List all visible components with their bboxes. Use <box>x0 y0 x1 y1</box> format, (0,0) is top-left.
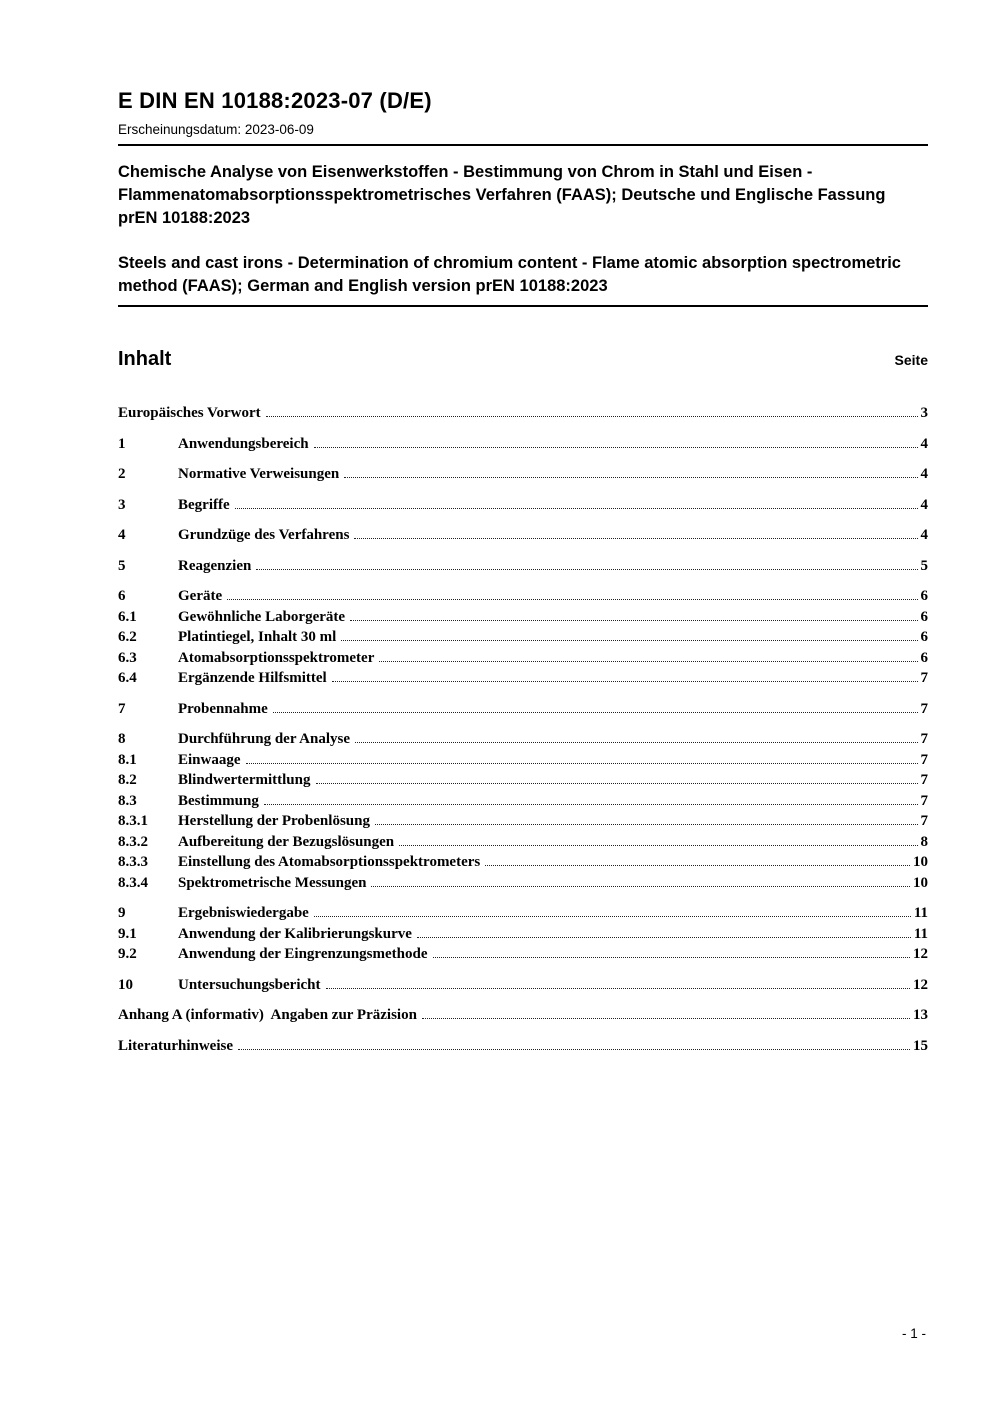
toc-entry-number: 8.3.4 <box>118 874 148 891</box>
toc-entry-label: Anwendung der Eingrenzungsmethode <box>178 946 428 962</box>
toc-row <box>118 903 928 924</box>
toc-entry-label: Spektrometrische Messungen <box>178 874 367 891</box>
toc-leader-dots <box>273 712 918 713</box>
toc-entry-label: Ergebniswiedergabe <box>178 905 309 921</box>
toc-entry-number: 8.3 <box>118 792 137 809</box>
toc-entry-number: 10 <box>118 976 133 993</box>
toc-entry-page: 12 <box>913 946 928 962</box>
toc-entry-number: 9.1 <box>118 925 137 942</box>
toc-leader-dots <box>326 988 910 989</box>
publication-date: Erscheinungsdatum: 2023-06-09 <box>118 122 314 137</box>
toc-leader-dots <box>417 937 911 938</box>
toc-leader-dots <box>264 804 918 805</box>
toc-entry-label: Durchführung der Analyse <box>178 731 350 747</box>
toc-entry-label: Geräte <box>178 588 223 604</box>
toc-row <box>118 648 928 669</box>
toc-row <box>118 464 928 485</box>
toc-entry-page: 11 <box>913 925 928 942</box>
toc-entry-label: Probennahme <box>178 700 268 717</box>
toc-page-column-label: Seite <box>894 352 928 368</box>
toc-entry-page: 12 <box>913 976 928 993</box>
toc-entry-page: 13 <box>913 1007 928 1023</box>
toc-entry-number: 4 <box>118 527 126 543</box>
toc-row <box>118 607 928 628</box>
toc-row <box>118 832 928 853</box>
toc-row <box>118 944 928 965</box>
toc-leader-dots <box>422 1018 910 1019</box>
toc-entry-page: 7 <box>920 813 928 829</box>
toc-entry-number: 6.3 <box>118 649 137 666</box>
toc-entry-label: Europäisches Vorwort <box>118 405 261 421</box>
toc-row <box>118 750 928 771</box>
toc-entry-label: Einwaage <box>178 751 241 768</box>
toc-leader-dots <box>485 865 910 866</box>
toc-leader-dots <box>314 447 918 448</box>
toc-entry-page: 7 <box>920 751 928 768</box>
toc-entry-number: 9.2 <box>118 946 137 962</box>
toc-entry-page: 7 <box>920 700 928 717</box>
toc-leader-dots <box>246 763 918 764</box>
toc-leader-dots <box>266 416 918 417</box>
toc-leader-dots <box>316 783 918 784</box>
toc-leader-dots <box>238 1049 910 1050</box>
document-subject-english: Steels and cast irons - Determination of chromium content - Flame atomic absorption spectrometric method (FAAS); German and English version prEN 10188:2023 <box>118 254 901 295</box>
toc-entry-label: Literaturhinweise <box>118 1037 233 1054</box>
toc-leader-dots <box>371 886 910 887</box>
toc-entry-label: Grundzüge des Verfahrens <box>178 527 350 543</box>
toc-leader-dots <box>341 640 917 641</box>
toc-entry-page: 4 <box>920 466 928 482</box>
toc-entry-label: Ergänzende Hilfsmittel <box>178 670 327 686</box>
toc-entry-page: 10 <box>913 854 928 870</box>
toc-leader-dots <box>344 477 917 478</box>
toc-entry-label: Herstellung der Probenlösung <box>178 813 370 829</box>
toc-heading: Inhalt <box>118 348 172 370</box>
toc-entry-page: 7 <box>920 731 928 747</box>
toc-entry-number: 5 <box>118 557 126 574</box>
toc-row <box>118 586 928 607</box>
toc-entry-label: Atomabsorptionsspektrometer <box>178 649 375 666</box>
toc-entry-page: 4 <box>920 527 928 543</box>
toc-row <box>118 729 928 750</box>
toc-entry-number: 6.4 <box>118 670 137 686</box>
toc-entry-number: 7 <box>118 700 126 717</box>
toc-leader-dots <box>314 916 911 917</box>
toc-row <box>118 791 928 812</box>
toc-entry-page: 7 <box>920 670 928 686</box>
toc-entry-number: 1 <box>118 435 126 452</box>
toc-entry-page: 4 <box>920 435 928 452</box>
toc-row <box>118 852 928 873</box>
toc-entry-label: Reagenzien <box>178 557 252 574</box>
toc-entry-label: Begriffe <box>178 496 230 513</box>
toc-entry-number: 3 <box>118 496 126 513</box>
toc-header <box>118 347 928 371</box>
toc-leader-dots <box>375 824 918 825</box>
toc-leader-dots <box>227 599 917 600</box>
toc-row <box>118 770 928 791</box>
toc-row <box>118 924 928 945</box>
toc-entry-page: 4 <box>920 496 928 513</box>
toc-entry-label: Aufbereitung der Bezugslösungen <box>178 833 395 850</box>
toc-entry-label: Untersuchungsbericht <box>178 976 321 993</box>
toc-entry-number: 8.3.3 <box>118 854 148 870</box>
document-subject-german: Chemische Analyse von Eisenwerkstoffen - Bestimmung von Chrom in Stahl und Eisen - Flammenatomabsorptionsspektrometrisches Verfahren (FAAS); Deutsche und Englische Fassung prEN 10188:2023 <box>118 163 886 227</box>
toc-entry-number: 2 <box>118 466 126 482</box>
toc-entry-number: 6.1 <box>118 608 137 625</box>
toc-leader-dots <box>379 661 917 662</box>
document-title: E DIN EN 10188:2023-07 (D/E) <box>118 88 432 113</box>
toc-row <box>118 1005 928 1026</box>
page-number-footer: - 1 - <box>901 1326 926 1341</box>
toc-row <box>118 1036 928 1057</box>
toc-entry-number: 8.3.2 <box>118 833 148 850</box>
toc-entry-label: Gewöhnliche Laborgeräte <box>178 608 346 625</box>
toc-entry-number: 8.1 <box>118 751 137 768</box>
toc-leader-dots <box>433 957 911 958</box>
toc-entry-page: 3 <box>920 405 928 421</box>
toc-leader-dots <box>332 681 918 682</box>
toc-row <box>118 403 928 424</box>
toc-entry-label: Anwendungsbereich <box>178 435 309 452</box>
toc-entry-label: Anhang A (informativ) Angaben zur Präzision <box>118 1007 417 1023</box>
toc-entry-page: 10 <box>913 874 928 891</box>
toc-entry-label: Blindwertermittlung <box>178 772 311 788</box>
toc-entry-page: 15 <box>913 1037 928 1054</box>
toc-entry-page: 6 <box>920 629 928 645</box>
toc-entry-number: 6.2 <box>118 629 137 645</box>
toc-entry-number: 9 <box>118 905 126 921</box>
toc-entry-page: 6 <box>920 608 928 625</box>
toc-leader-dots <box>350 620 917 621</box>
toc-entry-label: Normative Verweisungen <box>178 466 340 482</box>
toc-row <box>118 668 928 689</box>
toc-entry-number: 8 <box>118 731 126 747</box>
toc-leader-dots <box>355 742 918 743</box>
toc-row <box>118 495 928 516</box>
toc-entry-page: 11 <box>913 905 928 921</box>
toc-entry-page: 6 <box>920 588 928 604</box>
toc-row <box>118 873 928 894</box>
toc-entry-page: 5 <box>920 557 928 574</box>
toc-row <box>118 811 928 832</box>
toc-leader-dots <box>354 538 917 539</box>
toc-leader-dots <box>235 508 918 509</box>
toc-leader-dots <box>399 845 917 846</box>
toc-list <box>118 403 928 1056</box>
toc-entry-page: 6 <box>920 649 928 666</box>
toc-entry-number: 6 <box>118 588 126 604</box>
toc-entry-number: 8.3.1 <box>118 813 148 829</box>
toc-entry-number: 8.2 <box>118 772 137 788</box>
toc-entry-page: 7 <box>920 772 928 788</box>
document-content <box>118 88 928 1056</box>
toc-row <box>118 525 928 546</box>
toc-row <box>118 699 928 720</box>
toc-entry-label: Einstellung des Atomabsorptionsspektrometers <box>178 854 481 870</box>
toc-leader-dots <box>256 569 917 570</box>
title-divider <box>118 305 928 307</box>
toc-row <box>118 627 928 648</box>
header-divider <box>118 144 928 146</box>
toc-entry-page: 8 <box>920 833 928 850</box>
toc-entry-page: 7 <box>920 792 928 809</box>
toc-row <box>118 556 928 577</box>
toc-entry-label: Platintiegel, Inhalt 30 ml <box>178 629 337 645</box>
toc-entry-label: Bestimmung <box>178 792 259 809</box>
toc-entry-label: Anwendung der Kalibrierungskurve <box>178 925 412 942</box>
toc-row <box>118 975 928 996</box>
toc-row <box>118 434 928 455</box>
